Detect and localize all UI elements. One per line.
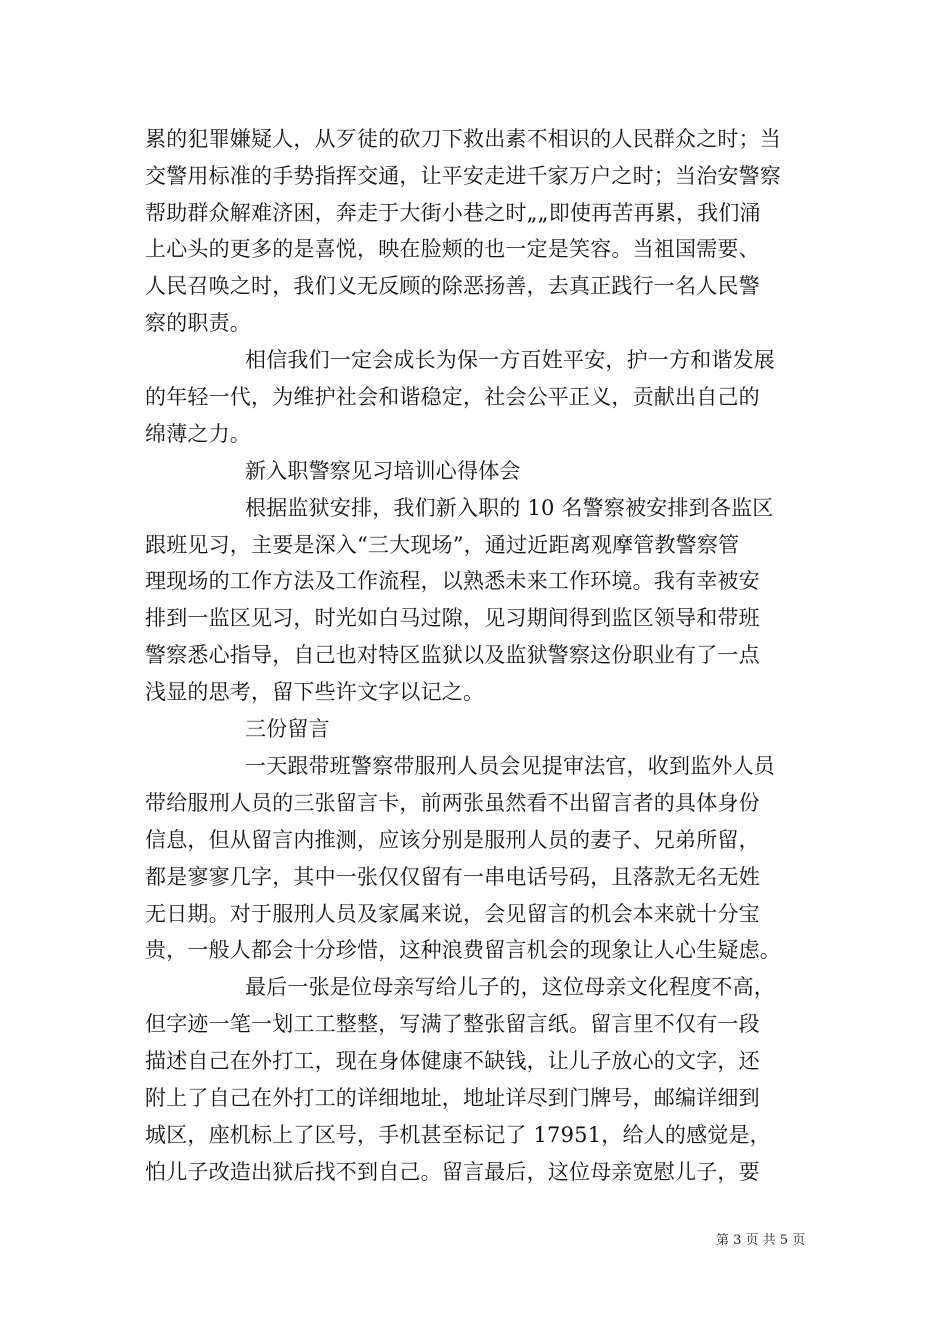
page-number-footer: 第 3 页 共 5 页 (716, 1233, 806, 1248)
body-text-line: 交警用标准的手势指挥交通，让平安走进千家万户之时；当治安警察 (145, 164, 781, 188)
body-text-line: 贵，一般人都会十分珍惜，这种浪费留言机会的现象让人心生疑虑。 (145, 938, 781, 962)
body-text-line: 相信我们一定会成长为保一方百姓平安，护一方和谐发展 (245, 348, 775, 372)
body-text-line: 都是寥寥几字，其中一张仅仅留有一串电话号码，且落款无名无姓 (145, 865, 760, 889)
body-text-line: 城区，座机标上了区号，手机甚至标记了 17951，给人的感觉是， (145, 1123, 771, 1147)
body-text-line: 怕儿子改造出狱后找不到自己。留言最后，这位母亲宽慰儿子，要 (145, 1160, 760, 1184)
body-text-line: 跟班见习，主要是深入“三大现场”，通过近距离观摩管教警察管 (145, 533, 740, 557)
body-text-line: 最后一张是位母亲写给儿子的，这位母亲文化程度不高， (245, 975, 775, 999)
body-text-line: 根据监狱安排，我们新入职的 10 名警察被安排到各监区 (245, 496, 774, 520)
section-heading: 新入职警察见习培训心得体会 (245, 459, 521, 483)
body-text-line: 的年轻一代，为维护社会和谐稳定，社会公平正义，贡献出自己的 (145, 385, 760, 409)
body-text-line: 浅显的思考，留下些许文字以记之。 (145, 680, 485, 704)
body-text-line: 附上了自己在外打工的详细地址，地址详尽到门牌号，邮编详细到 (145, 1086, 760, 1110)
body-text-line: 无日期。对于服刑人员及家属来说，会见留言的机会本来就十分宝 (145, 902, 760, 926)
body-text-line: 人民召唤之时，我们义无反顾的除恶扬善，去真正践行一名人民警 (145, 274, 760, 298)
body-text-line: 察的职责。 (145, 311, 251, 335)
body-text-line: 上心头的更多的是喜悦，映在脸颊的也一定是笑容。当祖国需要、 (145, 237, 760, 261)
body-text-line: 一天跟带班警察带服刑人员会见提审法官，收到监外人员 (245, 754, 775, 778)
body-text-line: 理现场的工作方法及工作流程，以熟悉未来工作环境。我有幸被安 (145, 569, 760, 593)
subsection-heading: 三份留言 (245, 717, 330, 741)
body-text-line: 但字迹一笔一划工工整整，写满了整张留言纸。留言里不仅有一段 (145, 1012, 760, 1036)
body-text-line: 描述自己在外打工，现在身体健康不缺钱，让儿子放心的文字，还 (145, 1049, 760, 1073)
body-text-line: 累的犯罪嫌疑人，从歹徒的砍刀下救出素不相识的人民群众之时；当 (145, 127, 781, 151)
body-text-line: 警察悉心指导，自己也对特区监狱以及监狱警察这份职业有了一点 (145, 643, 760, 667)
body-text-line: 帮助群众解难济困，奔走于大街小巷之时„„即使再苦再累，我们涌 (145, 201, 761, 225)
body-text-line: 绵薄之力。 (145, 422, 251, 446)
body-text-line: 带给服刑人员的三张留言卡，前两张虽然看不出留言者的具体身份 (145, 791, 760, 815)
body-text-line: 信息，但从留言内推测，应该分别是服刑人员的妻子、兄弟所留， (145, 828, 760, 852)
body-text-line: 排到一监区见习，时光如白马过隙，见习期间得到监区领导和带班 (145, 606, 760, 630)
